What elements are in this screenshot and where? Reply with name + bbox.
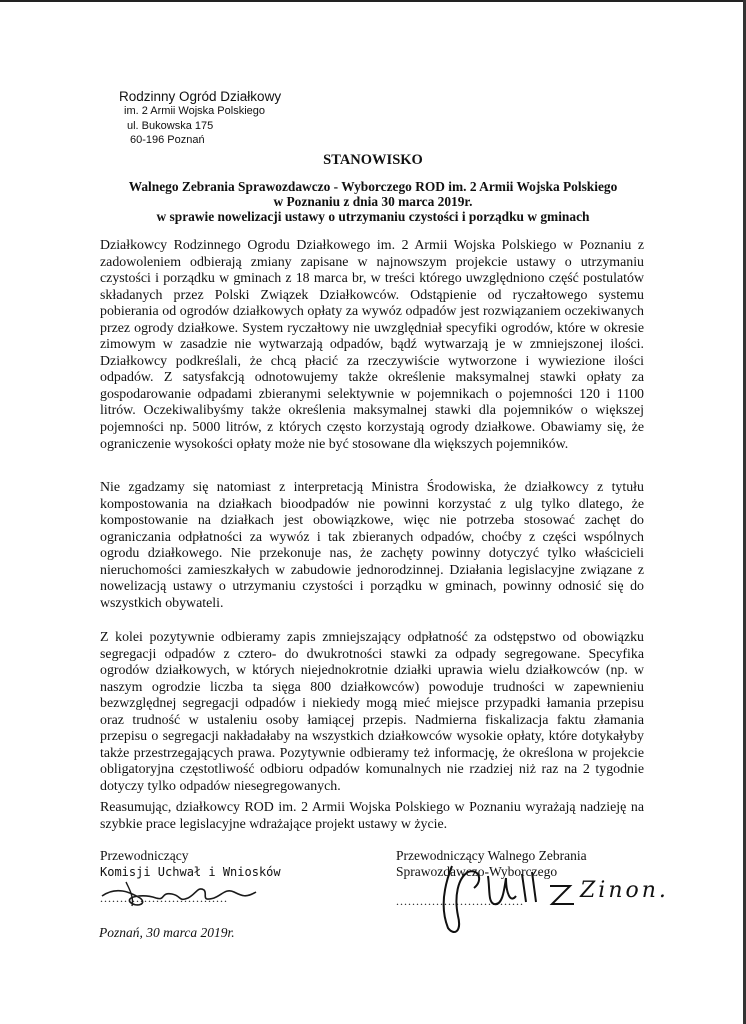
signature-left-handwriting — [96, 868, 276, 912]
org-name: Rodzinny Ogród Działkowy — [119, 89, 282, 104]
sender-address-block — [119, 89, 281, 148]
address-line-1: im. 2 Armii Wojska Polskiego — [124, 105, 266, 117]
signature-left-dots: ................................ — [100, 891, 228, 905]
signature-left-title: Przewodniczący — [100, 848, 189, 863]
paragraph-3: Z kolei pozytywnie odbieramy zapis zmniejszający odpłatność za odstępstwo od obowiązku segregacji odpadów z cztero- do dwukrotności stawki za odpady segregowane. Specyfika ogrodów działkowych, w których niejednokrotnie działki uprawia wielu działkowców (np. w naszym ogrodzie liczba ta sięga 800 działkowców) powoduje trudności w zapewnieniu bezwzględnej segregacji odpadów i niekiedy mogą mieć miejsce przypadki łamania przepisu oraz trudność w ustaleniu osoby łamiącej przepis. Nadmierna fiskalizacja faktu złamania przepisu o segregacji nakładałaby na wszystkich działkowców wysokie opłaty, które dotykałyby także przestrzegających prawa. Pozytywnie odbieramy też informację, że określona w projekcie obligatoryjna częstotliwość odbioru odpadów komunalnych nie rzadziej niż raz na 2 tygodnie dotyczy tylko odpadów niesegregowanych. — [100, 630, 644, 794]
subtitle-line-1: Walnego Zebrania Sprawozdawczo - Wyborczego ROD im. 2 Armii Wojska Polskiego — [128, 179, 618, 194]
signature-right-handwritten-name: Zinon. — [580, 878, 669, 903]
paragraph-1: Działkowcy Rodzinnego Ogrodu Działkowego im. 2 Armii Wojska Polskiego w Poznaniu z zadowoleniem odbierają zmiany zapisane w najnowszym projekcie ustawy o utrzymaniu czystości i porządku w gminach z 18 marca br, w treści którego uwzględniono część postulatów składanych przez Polski Związek Działkowców. Odstąpienie od ryczałtowego systemu pobierania od ogrodów działkowych opłaty za wywóz odpadów jest rozwiązaniem oczekiwanych przez ogrody działkowe. System ryczałtowy nie uwzględniał specyfiki ogrodów, które w okresie zimowym w zasadzie nie wytwarzają odpadów, bądź wytwarzają je w zmniejszonej ilości. Działkowcy podkreślali, że chcą płacić za rzeczywiście wytworzone i wywiezione ilości odpadów. Z satysfakcją odnotowujemy także określenie maksymalnej stawki opłaty za gospodarowanie odpadami zbieranymi selektywnie w pojemnikach o pojemności 120 i 1100 litrów. Oczekiwalibyśmy także określenia maksymalnej stawki dla pojemników o większej pojemności np. 5000 litrów, z których często korzystają ogrody działkowe. Obawiamy się, że ograniczenie wysokości opłaty może nie być stosowane dla większych pojemników. — [100, 238, 644, 452]
signature-right-title: Przewodniczący Walnego Zebrania — [396, 848, 587, 863]
signature-left-subtitle: Komisji Uchwał i Wniosków — [100, 865, 281, 879]
scan-edge-top — [0, 0, 746, 2]
document-title: STANOWISKO — [323, 152, 423, 168]
signature-right-subtitle: Sprawozdawczo-Wyborczego — [396, 864, 558, 879]
paragraph-4: Reasumując, działkowcy ROD im. 2 Armii Wojska Polskiego w Poznaniu wyrażają nadzieję na szybkie prace legislacyjne wdrażające projekt ustawy w życie. — [100, 800, 644, 832]
document-subtitle — [70, 179, 676, 224]
place-and-date: Poznań, 30 marca 2019r. — [99, 925, 235, 940]
subtitle-line-2: w Poznaniu z dnia 30 marca 2019r. — [273, 194, 473, 209]
subtitle-line-3: w sprawie nowelizacji ustawy o utrzymaniu czystości i porządku w gminach — [156, 209, 590, 224]
address-line-2: ul. Bukowska 175 — [127, 119, 214, 132]
signature-right-dots: ................................ — [396, 894, 524, 908]
address-line-3: 60-196 Poznań — [130, 134, 205, 146]
paragraph-2: Nie zgadzamy się natomiast z interpretacją Ministra Środowiska, że działkowcy z tytułu kompostowania na działkach bioodpadów nie powinni korzystać z ulg tylko dlatego, że kompostowanie na działkach jest obowiązkowe, więc nie potrzeba stosować zachęt do ograniczania odpłatności za wywóz i tak zbieranych odpadów, choćby z części wspólnych ogrodu działkowego. Nie przekonuje nas, że zachęty powinny dotyczyć tylko właścicieli nieruchomości zamieszkałych w zabudowie jednorodzinnej. Działania legislacyjne związane z nowelizacją ustawy o utrzymaniu czystości i porządku w gminach, powinny odnosić się do wszystkich obywateli. — [100, 480, 644, 611]
